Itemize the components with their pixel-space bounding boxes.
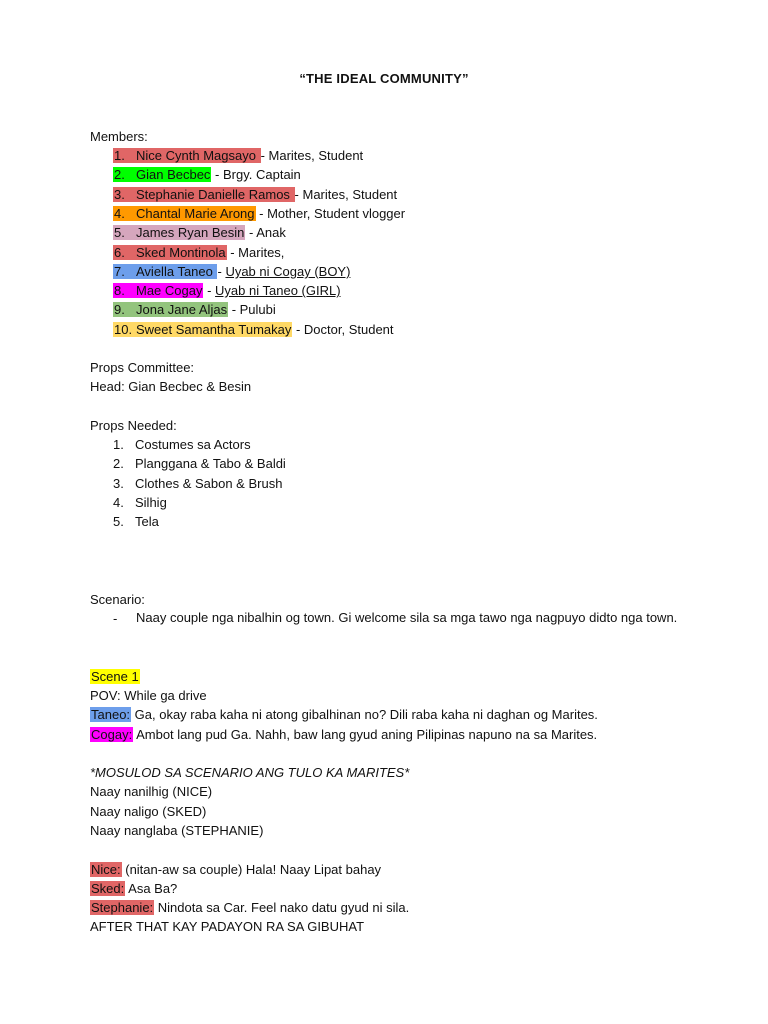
props-committee-heading: Props Committee: [90, 360, 195, 375]
prop-item: 4. Silhig [113, 495, 167, 510]
prop-item: 1. Costumes sa Actors [113, 437, 251, 452]
scenario-heading: Scenario: [90, 592, 145, 607]
member-item: 10. Sweet Samantha Tumakay - Doctor, Student [114, 322, 394, 337]
props-committee-head: Head: Gian Becbec & Besin [90, 379, 252, 394]
dialogue-line: Sked: Asa Ba? [91, 881, 178, 896]
dialogue-line: Nice: (nitan-aw sa couple) Hala! Naay Lipat bahay [91, 862, 382, 877]
scenario-text: Naay couple nga nibalhin og town. Gi welcome sila sa mga tawo nga nagpuyo didto nga town. [136, 610, 678, 625]
after-note: AFTER THAT KAY PADAYON RA SA GIBUHAT [90, 919, 365, 934]
member-item: 6. Sked Montinola - Marites, [114, 245, 285, 260]
scene-label: Scene 1 [91, 669, 139, 684]
props-needed-heading: Props Needed: [90, 418, 177, 433]
member-item: 8. Mae Cogay - Uyab ni Taneo (GIRL) [114, 283, 341, 298]
member-item: 2. Gian Becbec - Brgy. Captain [114, 167, 301, 182]
member-item: 9. Jona Jane Aljas - Pulubi [114, 302, 276, 317]
member-item: 4. Chantal Marie Arong - Mother, Student vlogger [114, 206, 406, 221]
prop-item: 3. Clothes & Sabon & Brush [113, 476, 283, 491]
member-item: 5. James Ryan Besin - Anak [114, 225, 286, 240]
scenario-bullet: - [113, 611, 118, 626]
prop-item: 2. Planggana & Tabo & Baldi [113, 456, 286, 471]
scene-pov: POV: While ga drive [90, 688, 207, 703]
document-title: “THE IDEAL COMMUNITY” [299, 71, 469, 86]
member-item: 7. Aviella Taneo - Uyab ni Cogay (BOY) [114, 264, 351, 279]
action-line: Naay nanilhig (NICE) [90, 784, 213, 799]
dialogue-line: Stephanie: Nindota sa Car. Feel nako datu gyud ni sila. [91, 900, 410, 915]
dialogue-line: Taneo: Ga, okay raba kaha ni atong gibalhinan no? Dili raba kaha ni daghan og Marites. [91, 707, 598, 722]
action-line: Naay naligo (SKED) [90, 804, 207, 819]
member-item: 3. Stephanie Danielle Ramos - Marites, Student [114, 187, 398, 202]
members-heading: Members: [90, 129, 148, 144]
stage-direction: *MOSULOD SA SCENARIO ANG TULO KA MARITES* [90, 765, 410, 780]
member-item: 1. Nice Cynth Magsayo - Marites, Student [114, 148, 364, 163]
prop-item: 5. Tela [113, 514, 159, 529]
dialogue-line: Cogay: Ambot lang pud Ga. Nahh, baw lang gyud aning Pilipinas napuno na sa Marites. [91, 727, 598, 742]
action-line: Naay nanglaba (STEPHANIE) [90, 823, 264, 838]
